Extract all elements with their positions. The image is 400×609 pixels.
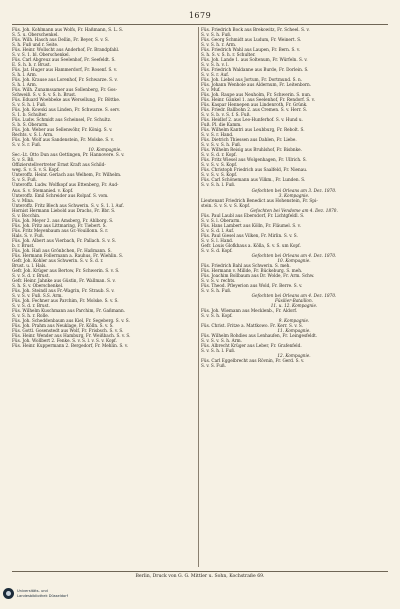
list-entry-line: S. 1. b. Schulter. [12,112,48,118]
list-entry-line: S. v. S. b. v. S. f. S. Fuß. [201,112,251,118]
list-entry-line: S. v. S. v. rechts. [201,277,236,283]
list-entry-line: Füs. Joh. Prahm aus Neuklage, Fr. Kölln. S. v. S. [12,322,114,328]
list-entry-line: S. v. S. 1. bl. Oberschenkel. [12,52,70,58]
section-heading: 3. Kompagnie. [278,192,310,198]
list-entry-line: S. v. S. l. Hand. [201,237,234,243]
list-entry-line: S. v. S. h. l. Fuß. [201,348,236,353]
list-entry-line: Füs. Hans Lambert aus Kölln, Fr. Fläumel. S. v. [201,222,301,228]
list-entry-line: S. h. Fuß und r. Seite. [12,42,59,48]
list-entry-line: Füs. Kaspar Hennepen aus Lindenroth, Fr. Grünk. [201,102,308,108]
list-entry-line: Füs. Joh. Scheddenbaum aus Kiel, Fr. Segeberg. S. v. S. [12,317,130,323]
list-entry-line: S. v. S. d. Kopf. [201,247,233,253]
list-entry-line: S. v. S. h. Fuß. [201,32,232,38]
list-entry-line: Gefr. Heinr. Jahnke aus Güstin, Fr. Wallman. S. v. [12,277,116,283]
list-entry-line: S. h. S. v. Oberschenkel. [12,282,64,288]
list-entry-line: Brust. u. l. Hals. [12,262,47,268]
list-entry-line: Füs. Joh. Krause aus Lorenhof, Fr. Schwarze. S. v. [12,77,118,83]
list-entry-line: Füs. Christoph Friedrich aus Saalfeld, Fr. Nienau. [201,167,308,173]
list-entry-line: Füs. Paul Giesel aus Vilken, Fr. Mirlin. S. v. S. [201,232,298,238]
list-entry-line: Unteroffz. Ludw. Wolfkopf aus Ettenberg, Fr. Aud- [12,182,119,188]
list-entry-line: Füs. Theod. Pfleyerion aus Wold, Fr. Berre. S. v. [201,282,303,288]
list-entry-line: Füs. Hermann Follermann a. Rauhus, Fr. Wiehlin. S. [12,252,124,258]
column-divider [198,27,199,567]
bottom-rule [12,571,388,572]
list-entry-line: Füs. Friedrich Waldanne aus Burde, Fr. Dorlein. S. [201,67,309,73]
library-credit-line: Universitäts- und [17,589,48,594]
list-entry-line: Füs. Heinr. Gänkel 1. aus Seelenhof, Fr. Rendorf. S. v. [201,97,315,103]
list-entry-line: Unteroffz. Fritz Blech aus Schwerin. S. v. S. 1. l. Auf. [12,202,124,208]
list-entry-line: Füs. Friedr. Ballbohn 2. aus Cremen. S. v. Herr. S. [201,107,307,113]
list-entry-line: Füs. Christ. Fritze a. Mattkowo. Fr. Kerr. S. v. S. [201,322,303,328]
list-entry-line: S. h. l. Arm. [12,82,38,88]
list-entry-line: weg. S. v. S. v. S. Kopf. [12,167,60,173]
list-entry-line: S. v. Muf. [201,87,221,93]
section-heading: Gefochten bei Orleans am 4. Dez. 1870. [251,292,337,298]
list-entry-line: Hornist Hermann Liebold aus Drachs, Fr. Bbr. S. [12,207,116,213]
list-entry-line: Füs. Heinr. Wender aus Hamburg, Fr. Weißbach. S. v. S. [12,332,131,338]
list-entry-line: S. v. S. h. l. Fuß. [201,182,236,188]
list-entry-line: Füs. Heinr. Wollscht aus Anderhof, Fr. Brandpfahl. [12,47,120,53]
list-entry-line: Rechts. v. S. l. Arm. [12,132,54,138]
list-entry-line: stein. S. v. S. v. S. Kopf. [201,202,251,208]
list-entry-line: S. v. S. d. r. Brust. [12,272,50,278]
list-entry-line: S. v. Bocchin. [12,212,41,218]
list-entry-line: Füs. Fritz Meyenbaum aus Gr.-Vouillonn. S. r. [12,227,109,233]
library-credit [3,588,68,599]
section-heading: 12. Kompagnie. [277,353,311,359]
list-entry-line: Füs. Hermann v. Millde, Fr. Bückeburg. S. meh. [201,267,303,273]
list-entry-line: S. h. S. v. S. h. r. Schulter. [201,52,256,58]
list-entry-line: Füs. Joh. Albert aus Vierbach, Fr. Pallach. S. v. S. [12,237,116,243]
list-entry-line: Füs. Gottl. Gosenstedt aus Wolf, Fr. Frisbsch. S. v. S. [12,327,124,333]
list-entry-line: S. v. S. v. S. h. Arm. [201,337,242,343]
list-entry-line: S. v. S. Bß. [12,157,35,163]
list-entry-line: Füs. Joh. Lande 1. aus Soltenum, Fr. Würfeln. S. v. [201,57,308,63]
list-entry-line: Füs. Heidlof 2. aus Leo-Hunferhof. S. v. Hund u. [201,117,303,123]
list-entry-line: Unteroffz. Emil Schreider aus Rolpaf. S. vom. [12,192,109,198]
list-entry-line: Füs. Wilh. Hasch aus Dellin, Fr. Beyer, S. v. S. [12,37,109,43]
list-entry-line: Füs. Heinr. Kuppermann 2. Bergedorf, Fr. Mehlin. S. v. [12,342,129,348]
top-rule [12,24,388,25]
list-entry-line: Lieutenant Friedrich Benedict aus Hohenstein, Fr. Spi- [201,197,318,203]
page-number: 1679 [188,11,212,20]
right-text-column [201,27,387,569]
section-heading: 11. Kompagnie. [277,327,311,333]
list-entry-line: Füs. Friedrich Wahl aus Laupen, Fr. Bern. S. v. [201,47,301,53]
list-entry-line: S. v. Mina. [12,197,35,203]
list-entry-line: Füs. Joh. Kowski aus Linden, Fr. Schwarze. S. serv. [12,107,121,113]
list-entry-line: Füs. Joh. Fritz aus Littmaring, Fr. Tiebert. S. [12,222,107,228]
list-entry-line: Füs. Carl Abgreuz aus Seelenhof, Fr. Seefeldt. S. [12,57,116,63]
list-entry-line: S. 5. u. Oberschenkel. [12,32,59,38]
list-entry-line: Offizierstellvertreter Ernst Kraft aus Schild- [12,162,106,168]
list-entry-line: S. v. S. h. v. l. [201,62,229,68]
list-entry-line: Füs. Jat. Huger aus Hammerdorf, Fr. Rosenf. S. v. [12,67,118,73]
list-entry-line: Füs. Ludw. Schmidt aus Scheinsel, Fr. Schultz. [12,117,112,123]
list-entry-line: Füs. Wilhelm Rohdies aus Lenhaufen, Fr. Leingesfeldt. [201,332,318,338]
list-entry-line: Gefr. Joh. Kohler aus Schwerin. S. v. S. d. r. [12,257,104,263]
list-entry-line: Schweiß. S. v. S. v. S. h. Brust. [12,92,77,98]
list-entry-line: S. v. S. Fuß. [201,363,227,369]
list-entry-line: Sec.-Lt. Otto Dun aus Oettingen, Pr. Hannovere. S. v. [12,152,125,158]
printer-imprint: Berlin, Druck von G. G. Mittler u. Sohn, Kochstraße 69. [135,574,265,579]
list-entry-line: Füs. Friedrich Bock aus Brekowitz, Fr. Scheel. S. v. [201,27,310,32]
list-entry-line: S. v. S. v. S. Kopf. [201,172,238,178]
list-entry-line: S. v. S. h. r. Arm. [201,42,237,48]
library-credit-text [17,589,68,598]
library-seal-icon [3,588,14,599]
list-entry-line: Füs. Carl Eggelbrecht aus Rövnin, Fr. Gerd. S. v. [201,358,305,364]
list-entry-line: Füs. Dietrich Thiessen aus Dahlen, Fr. Liebe. [201,137,297,143]
list-entry-line: Füs. Eduard Woebbeke aus Wersellung, Fr. Böttke. [12,97,121,103]
list-entry-line: Hals. S. v. Fuß. [12,232,44,238]
section-heading: Gefochten bei Orleans am 3. Dez. 1870. [251,187,337,193]
list-entry-line: Füs. Joh. Liebel aus Jortum, Fr. Dortmund. S. n. [201,77,303,83]
list-entry-line: S. b. S. Oberarm. [12,122,49,128]
list-entry-line: Gefr. Joh. Krüger aus Bertow, Fr. Schwerin. S. v. S. [12,267,120,273]
list-entry-line: Füs. Johann Wenhole aus Aldernum, Fr. Leitenborn. [201,82,312,88]
list-entry-line: Füs. Albrecht Krüger aus Leber, Fr. Grafenfeld. [201,342,302,348]
list-entry-line: Füs. Joh. Wollbert 2. Fenke. S. v. S. l. v. S. v. Kopf. [12,337,117,343]
list-entry-line: Füs. Joh. Steindl aus Fr.-Wagrin, Fr. Straub. S. v. [12,287,115,293]
list-entry-line: Füs. Joh. Fechner aus Parchim, Fr. Molske. S. v. S. [12,297,119,303]
list-entry-line: Füs. Joh. Meyer 2. aus Amsberg, Fr. Ahlborg. S. [12,217,114,223]
list-entry-line: Gefr. Louis Glofkhaus a. Kölla, S. v. S. um Kopf. [201,242,301,248]
list-entry-line: S. v. S. h. Kopf. [201,312,233,318]
list-entry-line: S. v. S. d. r. Kopf. [201,152,237,158]
section-heading: 10. Kompagnie. [88,147,122,153]
section-heading: 10. Kompagnie. [277,257,311,263]
list-entry-line: S. v. S. v. Fuß. S.S. Arm. [12,292,63,298]
list-entry-line: S. v. S. v. S. h. Fuß. [201,142,242,148]
section-heading: 11. u. 12. Kompagnie. [270,302,318,308]
list-entry-line: Füs. Fritz Wiesel aus Wolgenhagen, Fr. Ullrich. S. [201,157,307,163]
section-heading: 9. Kompagnie. [278,317,310,323]
list-entry-line: S. v. S. r. Hand. [201,132,234,138]
list-entry-line: Füs. Joh. Haß aus Grönbchen, Fr. Haßmann. S. [12,247,112,253]
list-entry-line: Unteroffz. Heinr. Gerlach aus Welhem, Fr. Wilhelm. [12,172,122,178]
list-entry-line: S. v. S. h. l. Fuß. [12,102,47,108]
list-entry-line: S. v. S. d. l. Auf. [201,227,235,233]
list-entry-line: Füs. Wilhelm Kantri aus Leubburg, Fr. Rebolt. S. [201,127,305,133]
list-entry-line: Füs. Paul Laubl aus Ebersdorf, Fr. Lichtgfeldl. S. [201,212,305,218]
list-entry-line: Füs. Friedrich Bahl aus Schwerin. S. meh. [201,262,291,268]
left-text-column [12,27,198,569]
list-entry-line: S. h. l. Arm. [12,72,38,78]
list-entry-line: Füs. Wilhelm Kuschmann aus Parchim, Fr. Gaßmann. [12,307,126,313]
list-entry-line: Füs. Joh. Wolf aus Sandenstein, Fr. Molske. S. v. [12,137,114,143]
list-entry-line: S. v. S. r. Fuß. [12,142,42,148]
list-entry-line: Aus. S. v. Stemanied. v. Kopf. [12,187,74,193]
list-entry-line: Füs. Wilh. Zunamssamer aus Sollenberg, Fr. Gos- [12,87,117,93]
list-entry-line: Füs. Wilhelm Reisig aus Bruhlshof, Fr. Bisbnke. [201,147,302,153]
list-entry-line: Fuß. Pl. die Kamm. [201,122,242,128]
section-heading: Füsilier-Bataillon. [275,297,313,303]
list-entry-line: S. v. S. d. r. Brust. [12,302,50,308]
list-entry-line: Füs. Georg Schmidt aus Ludum, Fr. Weinert. S. [201,37,302,43]
list-entry-line: Füs. Joh. Kohlmann aus Wolfs, Fr. Haßmann, S. L. S. [12,27,124,32]
list-entry-line: Füs. Joh. Raupe aus Neuholm, Fr. Schwerin. S. nun. [201,92,312,98]
list-entry-line: S. v. S. Fuß. [12,177,38,183]
list-entry-line: S. v. S. v. S. Kopf. [201,162,238,168]
section-heading: Gefochten bei Vendome am 4. Dez. 1870. [250,207,338,213]
list-entry-line: S. v. S. h. Fuß. [201,287,232,293]
list-entry-line: Füs. Joh. Weber aus Sellenwöhr, Fr. König. S. v. [12,127,113,133]
list-entry-line: Füs. Joachim Bollbaum aus Dr. Wolde, Fr. Arm. Schw. [201,272,315,278]
list-entry-line: b. r. Brust. [12,242,35,248]
list-entry-line: Füs. Joh. Wiemann aus Mecklenb., Fr. Aldorf. [201,307,298,313]
list-entry-line: Füs. Carl Schönemann aus Vilkm., Fr. Lunden. S. [201,177,306,183]
library-credit-line: Landesbibliothek Düsseldorf [17,593,68,598]
list-entry-line: S. v. S. l. Oberarm. [201,217,241,223]
list-entry-line: S. v. S. h. r. Rolle. [12,312,50,318]
list-entry-line: E. S. h. b. r. Brust. [12,62,51,68]
list-entry-line: S. v. S. r. Auf. [201,72,229,78]
section-heading: Gefochten bei Orleans am 4. Dez. 1870. [251,252,337,258]
